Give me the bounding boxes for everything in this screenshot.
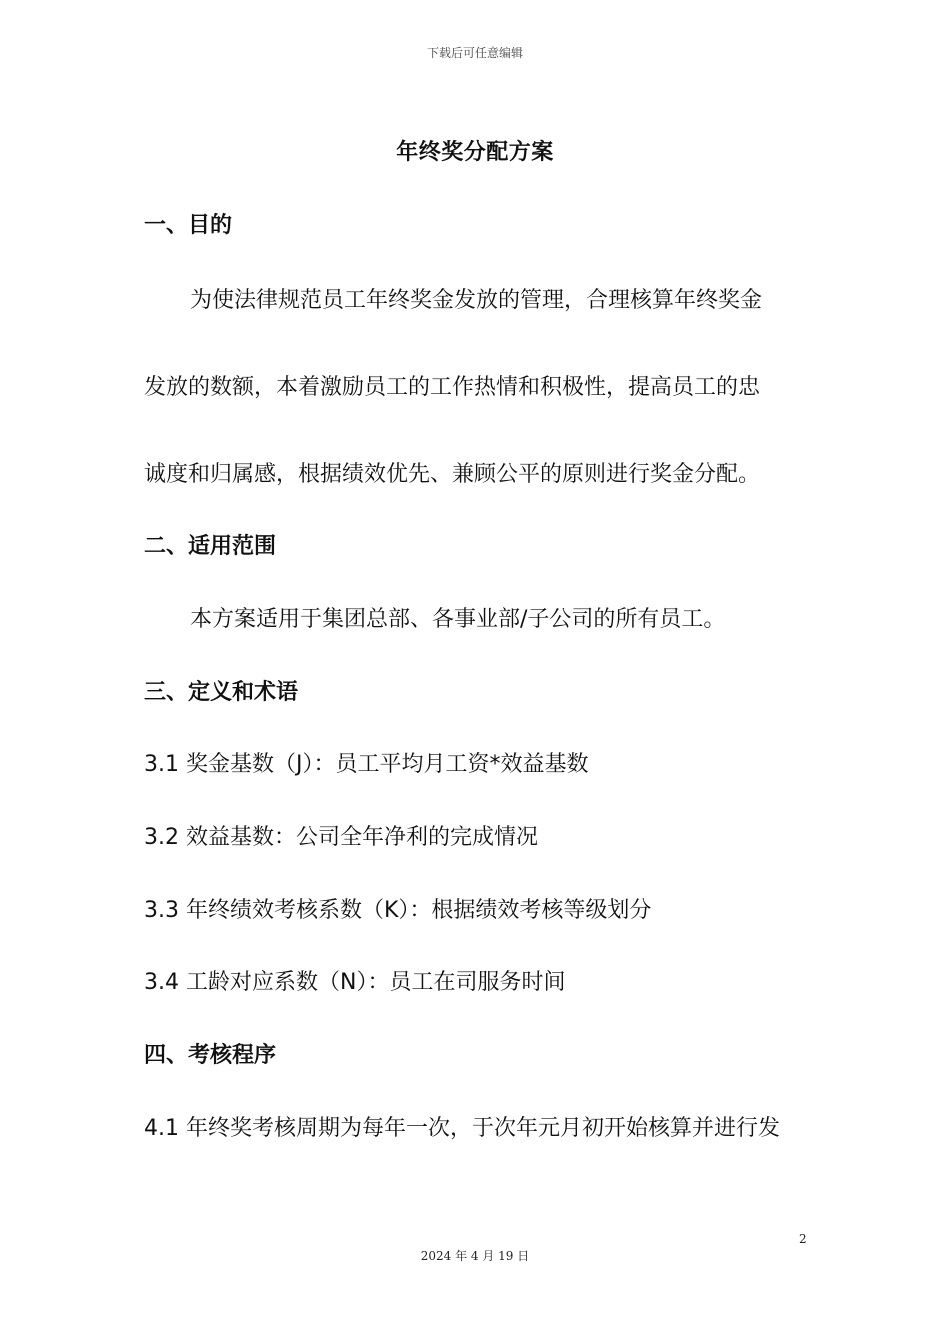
footer-date: 2024 年 4 月 19 日 [420, 1249, 530, 1263]
document-title: 年终奖分配方案 [396, 140, 554, 165]
header-note: 下载后可任意编辑 [426, 46, 523, 60]
definition-item: 3.1 奖金基数（J）：员工平均月工资*效益基数 [144, 752, 589, 777]
page-number: 2 [799, 1232, 807, 1246]
procedure-item: 4.1 年终奖考核周期为每年一次，于次年元月初开始核算并进行发 [144, 1116, 780, 1141]
definition-item: 3.4 工龄对应系数（N）：员工在司服务时间 [144, 970, 566, 995]
paragraph-line: 为使法律规范员工年终奖金发放的管理，合理核算年终奖金 [190, 288, 763, 313]
section-heading-procedure: 四、考核程序 [144, 1043, 277, 1068]
paragraph-line: 诚度和归属感，根据绩效优先、兼顾公平的原则进行奖金分配。 [144, 462, 761, 487]
section-heading-scope: 二、适用范围 [144, 534, 277, 559]
definition-item: 3.2 效益基数：公司全年净利的完成情况 [144, 825, 538, 850]
section-heading-purpose: 一、目的 [144, 213, 233, 238]
section-heading-definitions: 三、定义和术语 [144, 680, 299, 705]
paragraph-line: 发放的数额，本着激励员工的工作热情和积极性，提高员工的忠 [144, 375, 761, 400]
definition-item: 3.3 年终绩效考核系数（K）：根据绩效考核等级划分 [144, 898, 652, 923]
paragraph-line: 本方案适用于集团总部、各事业部/子公司的所有员工。 [190, 607, 726, 632]
